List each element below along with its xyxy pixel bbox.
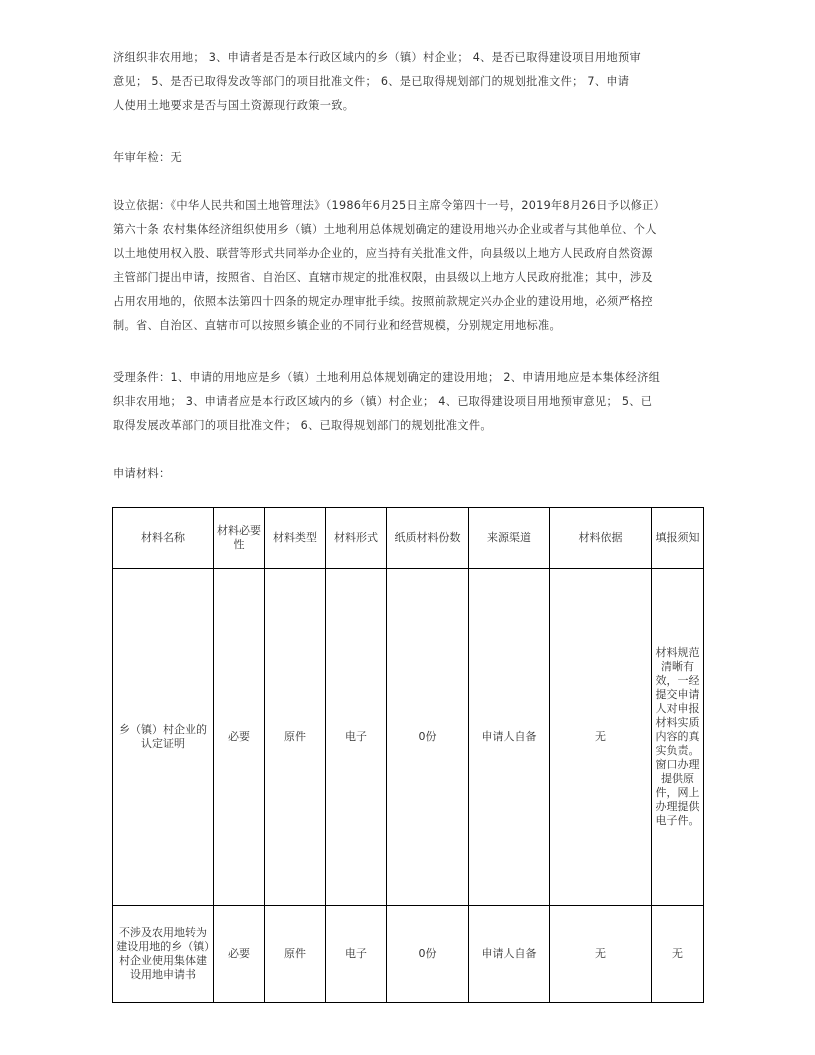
- legal-basis-paragraph: [113, 194, 703, 338]
- cell-material-form: 电子: [326, 569, 387, 906]
- text-line: 织非农用地； 3、申请者应是本行政区域内的乡（镇）村企业； 4、已取得建设项目用地预审意见； 5、已: [113, 395, 653, 408]
- header-necessity: 材料必要性: [214, 508, 265, 569]
- text-line: 制。省、自治区、直辖市可以按照乡镇企业的不同行业和经营规模，分别规定用地标准。: [113, 319, 562, 332]
- cell-material-name: 不涉及农用地转为建设用地的乡（镇）村企业使用集体建设用地申请书: [113, 906, 214, 1003]
- cell-source-channel: 申请人自备: [469, 906, 550, 1003]
- acceptance-conditions-paragraph: [113, 366, 703, 438]
- text-line: 年审年检：无: [113, 151, 182, 164]
- text-line: 申请材料：: [113, 467, 171, 480]
- cell-material-basis: 无: [550, 569, 652, 906]
- table-row: [113, 569, 704, 906]
- text-line: 济组织非农用地； 3、申请者是否是本行政区域内的乡（镇）村企业； 4、是否已取得建设项目用地预审: [113, 51, 642, 64]
- text-line: 意见； 5、是否已取得发改等部门的项目批准文件； 6、是已取得规划部门的规划批准文件； 7、申请: [113, 75, 630, 88]
- cell-filing-notes: 材料规范清晰有效，一经提交申请人对申报材料实质内容的真实负责。窗口办理提供原件，网上办理提供电子件。: [652, 569, 704, 906]
- cell-material-basis: 无: [550, 906, 652, 1003]
- cell-paper-copies: 0份: [387, 569, 469, 906]
- cell-necessity: 必要: [214, 569, 265, 906]
- text-line: 受理条件：1、申请的用地应是乡（镇）土地利用总体规划确定的建设用地； 2、申请用地应是本集体经济组: [113, 371, 661, 384]
- cell-material-type: 原件: [265, 569, 326, 906]
- text-line: 占用农用地的，依照本法第四十四条的规定办理审批手续。按照前款规定兴办企业的建设用地，必须严格控: [113, 295, 653, 308]
- header-material-name: 材料名称: [113, 508, 214, 569]
- text-line: 取得发展改革部门的项目批准文件； 6、已取得规划部门的规划批准文件。: [113, 419, 492, 432]
- cell-source-channel: 申请人自备: [469, 569, 550, 906]
- text-line: 以土地使用权入股、联营等形式共同举办企业的，应当持有关批准文件，向县级以上地方人民政府自然资源: [113, 247, 653, 260]
- materials-table: [112, 507, 704, 1003]
- materials-heading: [113, 462, 703, 486]
- header-source-channel: 来源渠道: [469, 508, 550, 569]
- cell-material-form: 电子: [326, 906, 387, 1003]
- cell-necessity: 必要: [214, 906, 265, 1003]
- text-line: 主管部门提出申请，按照省、自治区、直辖市规定的批准权限，由县级以上地方人民政府批准；其中，涉及: [113, 271, 653, 284]
- annual-review-paragraph: [113, 146, 703, 170]
- cell-filing-notes: 无: [652, 906, 704, 1003]
- table-row: [113, 906, 704, 1003]
- text-line: 第六十条 农村集体经济组织使用乡（镇）土地利用总体规划确定的建设用地兴办企业或者与其他单位、个人: [113, 223, 657, 236]
- header-filing-notes: 填报须知: [652, 508, 704, 569]
- cell-paper-copies: 0份: [387, 906, 469, 1003]
- table-header-row: [113, 508, 704, 569]
- cell-material-type: 原件: [265, 906, 326, 1003]
- header-material-type: 材料类型: [265, 508, 326, 569]
- cell-material-name: 乡（镇）村企业的认定证明: [113, 569, 214, 906]
- text-line: 设立依据：《中华人民共和国土地管理法》（1986年6月25日主席令第四十一号，2019年8月26日予以修正）: [113, 199, 666, 212]
- header-material-form: 材料形式: [326, 508, 387, 569]
- text-line: 人使用土地要求是否与国土资源现行政策一致。: [113, 99, 355, 112]
- review-criteria-paragraph: [113, 46, 703, 118]
- header-material-basis: 材料依据: [550, 508, 652, 569]
- header-paper-copies: 纸质材料份数: [387, 508, 469, 569]
